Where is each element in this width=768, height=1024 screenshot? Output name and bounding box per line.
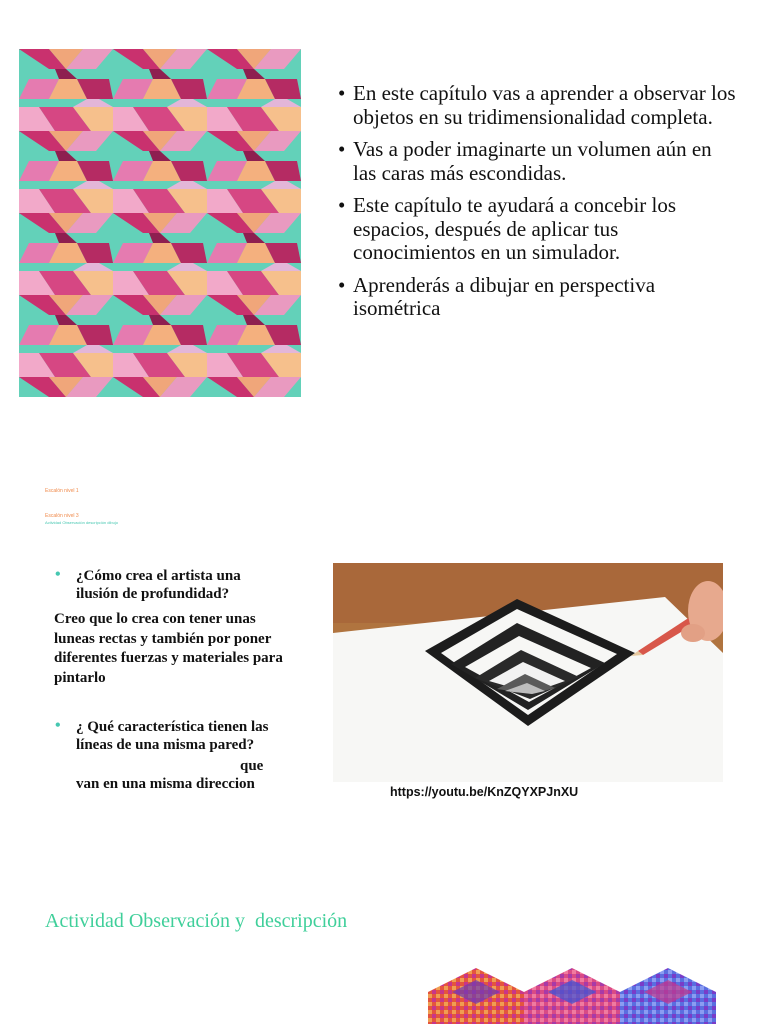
intro-bullet-3: • Este capítulo te ayudará a concebir los espacios, después de aplicar tus conocimientos en un simulador. (336, 194, 736, 265)
bullet-dot: • (55, 566, 61, 583)
answer-2-word: que (240, 758, 264, 774)
tiny-label-level-3: Escalón nivel 3 (45, 513, 79, 519)
tiny-label-activity: Actividad Observación descripción dibujo (45, 520, 118, 525)
colorful-cubes-image (428, 962, 768, 1024)
activity-title: Actividad Observación y descripción (45, 910, 348, 932)
question-1 (55, 566, 286, 603)
isometric-pattern-image (19, 49, 301, 397)
bullet-dot: • (55, 717, 61, 734)
question-1-text: ¿Cómo crea el artista una ilusión de profundidad? (76, 568, 241, 602)
intro-bullet-4: • Aprenderás a dibujar en perspectiva isométrica (336, 274, 736, 321)
intro-bullet-list (336, 82, 736, 330)
tiny-label-level-1: Escalón nivel 1 (45, 488, 79, 494)
question-2-text: ¿ Qué característica tienen las líneas de una misma pared? (76, 719, 269, 753)
answer-1: Creo que lo crea con tener unas luneas rectas y también por poner diferentes fuerzas y materiales para pintarlo (54, 611, 283, 686)
answer-2-line: van en una misma direccion (76, 776, 255, 792)
youtube-video-link[interactable]: https://youtu.be/KnZQYXPJnXU (390, 785, 579, 799)
intro-bullet-2: • Vas a poder imaginarte un volumen aún en las caras más escondidas. (336, 138, 736, 185)
question-2 (55, 717, 298, 754)
drawing-photo (333, 563, 723, 782)
intro-bullet-1: • En este capítulo vas a aprender a observar los objetos en su tridimensionalidad completa. (336, 82, 736, 129)
